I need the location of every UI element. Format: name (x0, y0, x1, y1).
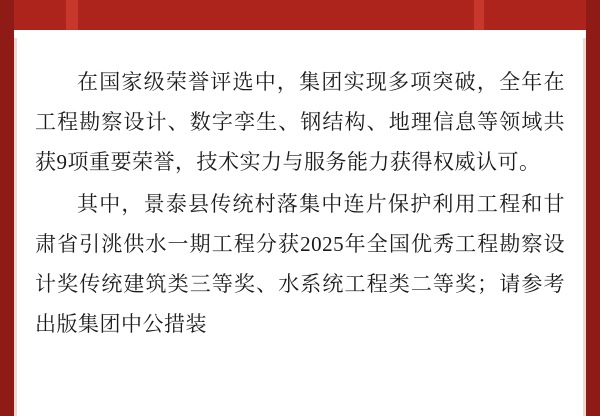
content-card (14, 38, 586, 416)
article-body (35, 62, 565, 344)
banner-bottom-strip (14, 30, 586, 38)
top-red-banner (0, 0, 600, 38)
content-card-inner (35, 48, 565, 416)
top-banner-inner (14, 0, 586, 30)
left-border-bar (0, 0, 14, 416)
banner-accent-right (474, 0, 484, 30)
paragraph-1: 在国家级荣誉评选中，集团实现多项突破，全年在工程勘察设计、数字孪生、钢结构、地理信息等领域共获9项重要荣誉，技术实力与服务能力获得权威认可。 (35, 70, 565, 174)
right-border-bar (586, 0, 600, 416)
banner-accent-left (66, 0, 78, 30)
paragraph-2: 其中，景泰县传统村落集中连片保护利用工程和甘肃省引洮供水一期工程分获2025年全国优秀工程勘察设计奖传统建筑类三等奖、水系统工程类二等奖；请参考出版集团中公措装 (35, 192, 565, 336)
